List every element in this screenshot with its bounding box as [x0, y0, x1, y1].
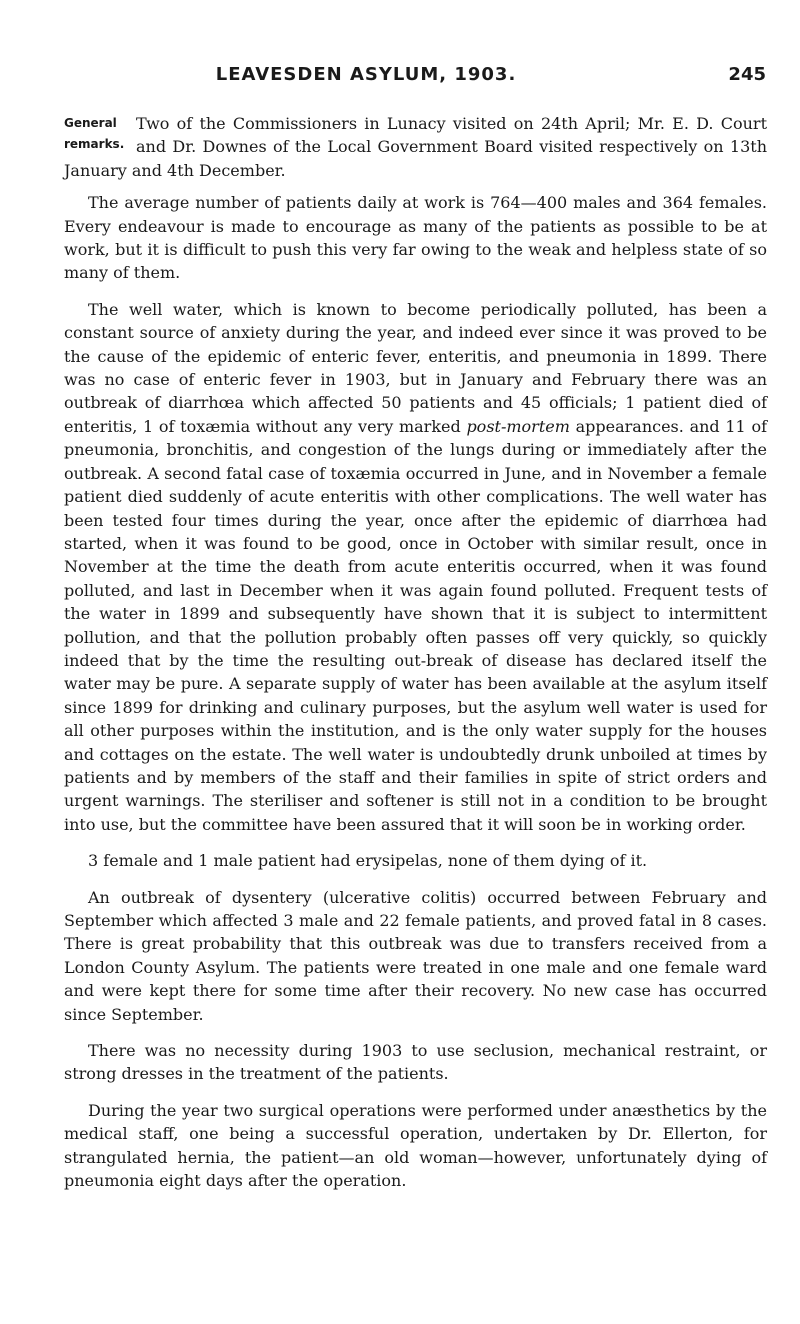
page-number: 245 — [728, 64, 766, 85]
margin-note-line-2: remarks. — [64, 137, 125, 151]
paragraph-dysentery: An outbreak of dysentery (ulcerative colitis) occurred between February and September which affected 3 male and 22 female patients, and proved fatal in 8 cases. There is great probability that this outbreak was due to transfers received from a London County Asylum. The patients were treated in one male and one female ward and were kept there for some time after their recovery. No new case has occurred since September. — [64, 887, 767, 1024]
paragraph-text-part-1: The well water, which is known to become periodically polluted, has been a constant source of anxiety during the year, and indeed ever since it was proved to be the cause of the epidemic of enteric fever, enteritis, and pneumonia in 1899. There was no case of enteric fever in 1903, but in January and February there was an outbreak of diarrhœa which affected 50 patients and 45 officials; 1 patient died of enteritis, 1 of toxæmia without any very marked — [64, 299, 767, 436]
paragraph-text-part-2: appearances. and 11 of pneumonia, bronchitis, and congestion of the lungs during or immediately after the outbreak. A second fatal case of toxæmia occurred in June, and in November a female patient died suddenly of acute enteritis with other complications. The well water has been tested four times during the year, once after the epidemic of diarrhœa had started, when it was found to be good, once in October with similar result, once in November at the time the death from acute enteritis occurred, when it was found polluted, and last in December when it was again found polluted. Frequent tests of the water in 1899 and subsequently have shown that it is subject to intermittent pollution, and that the pollution probably often passes off very quickly, so quickly indeed that by the time the resulting out-break of disease has declared itself the water may be pure. A separate supply of water has been available at the asylum itself since 1899 for drinking and culinary purposes, but the asylum well water is used for all other purposes within the institution, and is the only water supply for the houses and cottages on the estate. The well water is undoubtedly drunk unboiled at times by patients and by members of the staff and their families in spite of strict orders and urgent warnings. The steriliser and softener is still not in a condition to be brought into use, but the committee have been assured that it will soon be in working order. — [64, 416, 767, 834]
header-title: LEAVESDEN ASYLUM, 1903. — [215, 64, 517, 85]
body-text — [64, 112, 767, 1205]
paragraph-surgical-operations: During the year two surgical operations were performed under anæsthetics by the medical staff, one being a successful operation, undertaken by Dr. Ellerton, for strangulated hernia, the patient—an old woman—however, unfortunately dying of pneumonia eight days after the operation. — [64, 1100, 767, 1191]
paragraph-restraint: There was no necessity during 1903 to use seclusion, mechanical restraint, or strong dresses in the treatment of the patients. — [64, 1041, 767, 1084]
paragraph-commissioners-visit — [64, 112, 767, 182]
italic-term: post-mortem — [466, 416, 570, 436]
paragraph-erysipelas: 3 female and 1 male patient had erysipelas, none of them dying of it. — [88, 851, 648, 871]
paragraph-patients-at-work: The average number of patients daily at work is 764—400 males and 364 females. Every endeavour is made to encourage as many of the patients as possible to be at work, but it is difficult to push this very far owing to the weak and helpless state of so many of them. — [64, 193, 767, 283]
margin-note-line-1: General — [64, 116, 117, 130]
paragraph-text: Two of the Commissioners in Lunacy visited on 24th April; Mr. E. D. Court and Dr. Downes of the Local Government Board visited respectively on 13th January and 4th December. — [64, 114, 767, 180]
paragraph-well-water — [64, 298, 767, 836]
running-header — [66, 62, 766, 92]
margin-note — [64, 113, 126, 155]
